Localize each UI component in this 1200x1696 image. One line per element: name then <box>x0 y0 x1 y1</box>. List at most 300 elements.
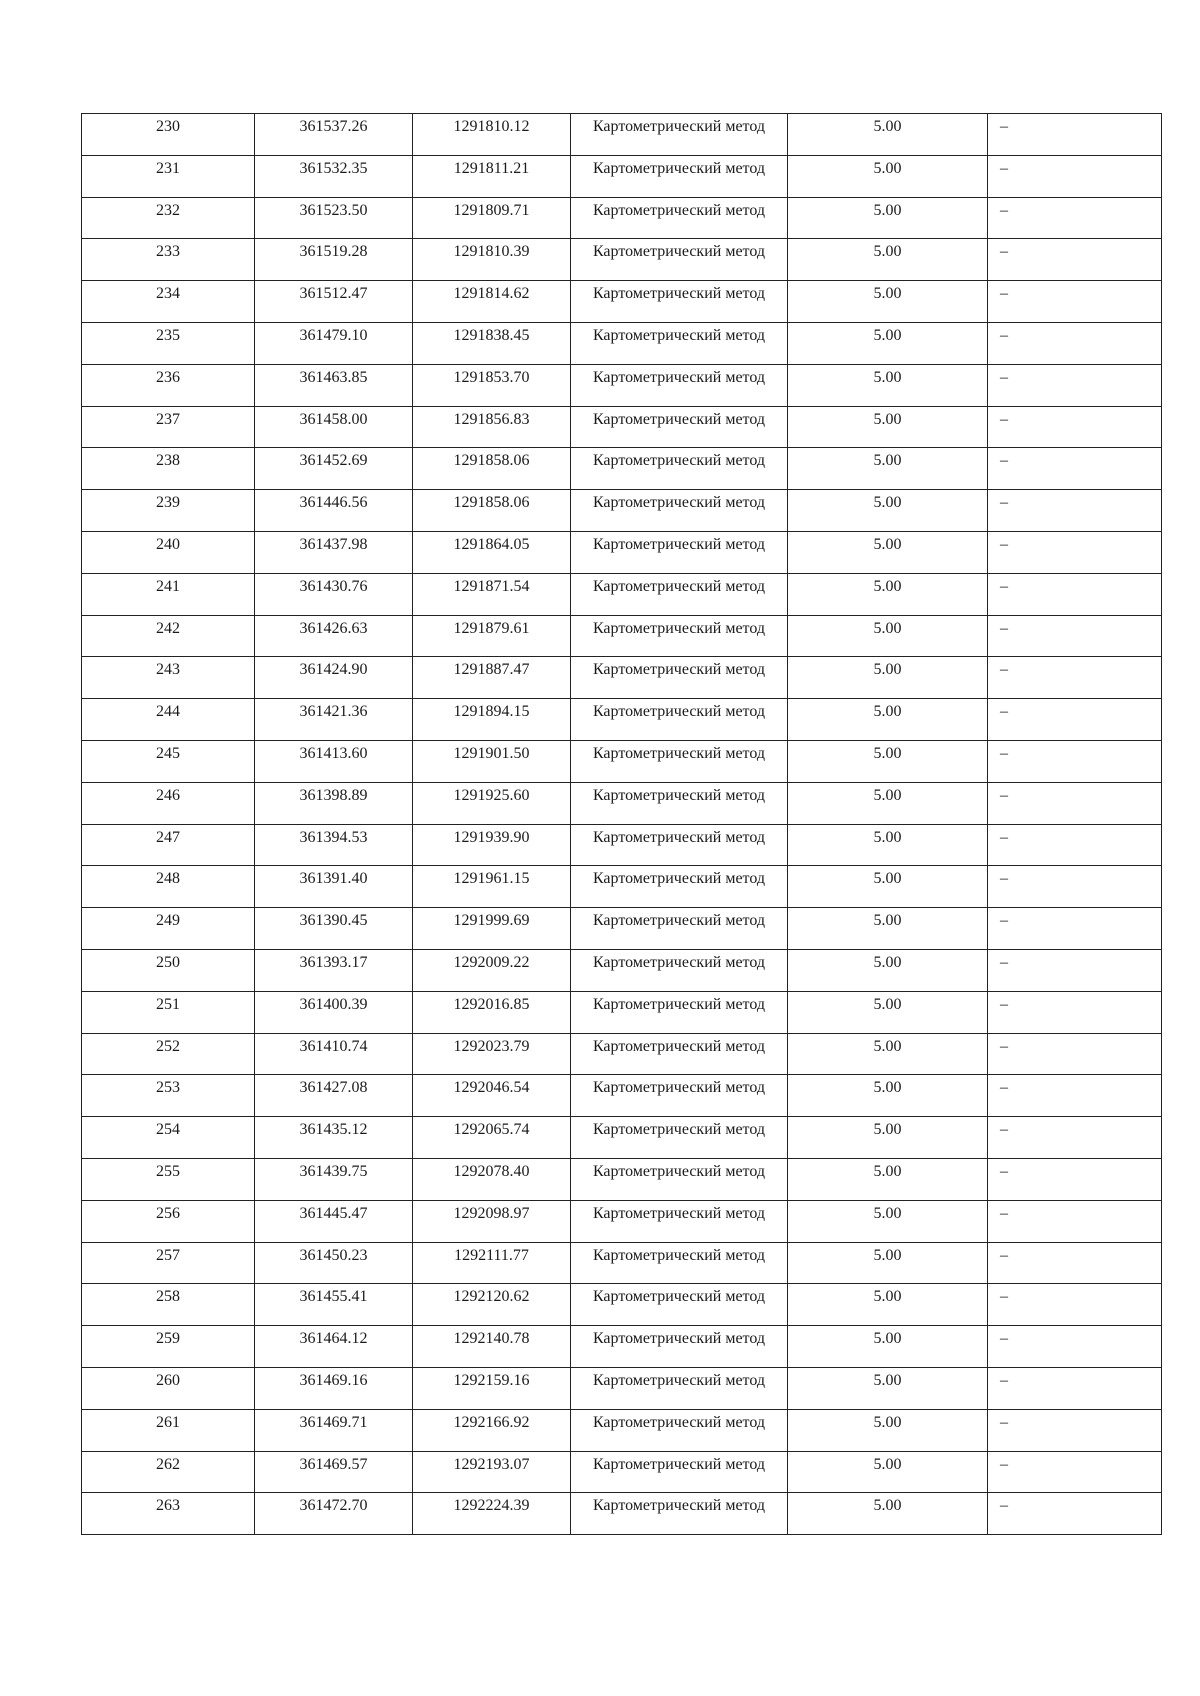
accuracy-cell-text: 5.00 <box>873 995 902 1013</box>
note-cell-text: – <box>1000 535 1008 553</box>
x-coordinate-cell-text: 361424.90 <box>299 661 368 679</box>
accuracy-cell-text: 5.00 <box>873 1288 902 1306</box>
y-coordinate-cell <box>413 1367 571 1409</box>
x-coordinate-cell <box>255 1033 413 1075</box>
table-row <box>82 322 1162 364</box>
y-coordinate-cell-text: 1292224.39 <box>453 1497 530 1515</box>
table-row <box>82 1409 1162 1451</box>
note-cell-text: – <box>1000 744 1008 762</box>
point-number-cell-text: 244 <box>156 703 180 721</box>
point-number-cell-text: 259 <box>156 1330 180 1348</box>
accuracy-cell <box>788 281 988 323</box>
point-number-cell-text: 246 <box>156 786 180 804</box>
x-coordinate-cell <box>255 1075 413 1117</box>
method-cell <box>571 1200 788 1242</box>
accuracy-cell <box>788 1326 988 1368</box>
note-cell-text: – <box>1000 619 1008 637</box>
x-coordinate-cell <box>255 531 413 573</box>
table-row <box>82 949 1162 991</box>
method-cell-text: Картометрический метод <box>592 1246 766 1264</box>
x-coordinate-cell <box>255 866 413 908</box>
note-cell-text: – <box>1000 703 1008 721</box>
note-cell <box>988 531 1162 573</box>
x-coordinate-cell <box>255 782 413 824</box>
point-number-cell <box>82 615 255 657</box>
y-coordinate-cell-text: 1292140.78 <box>453 1330 530 1348</box>
point-number-cell <box>82 197 255 239</box>
point-number-cell-text: 252 <box>156 1037 180 1055</box>
x-coordinate-cell-text: 361390.45 <box>299 912 368 930</box>
method-cell <box>571 155 788 197</box>
point-number-cell-text: 232 <box>156 201 180 219</box>
accuracy-cell-text: 5.00 <box>873 1371 902 1389</box>
y-coordinate-cell <box>413 615 571 657</box>
y-coordinate-cell-text: 1292078.40 <box>453 1162 530 1180</box>
accuracy-cell-text: 5.00 <box>873 368 902 386</box>
x-coordinate-cell <box>255 615 413 657</box>
accuracy-cell <box>788 1033 988 1075</box>
table-row <box>82 908 1162 950</box>
note-cell-text: – <box>1000 1330 1008 1348</box>
point-number-cell <box>82 281 255 323</box>
y-coordinate-cell-text: 1292046.54 <box>453 1079 530 1097</box>
note-cell-text: – <box>1000 243 1008 261</box>
note-cell <box>988 1158 1162 1200</box>
accuracy-cell <box>788 1242 988 1284</box>
table-row <box>82 1451 1162 1493</box>
point-number-cell <box>82 406 255 448</box>
table-row <box>82 740 1162 782</box>
table-row <box>82 406 1162 448</box>
x-coordinate-cell <box>255 155 413 197</box>
point-number-cell <box>82 1075 255 1117</box>
accuracy-cell-text: 5.00 <box>873 619 902 637</box>
coordinates-table-body <box>82 114 1162 1535</box>
method-cell-text: Картометрический метод <box>592 786 766 804</box>
method-cell-text: Картометрический метод <box>592 1413 766 1431</box>
note-cell-text: – <box>1000 1288 1008 1306</box>
method-cell <box>571 1409 788 1451</box>
accuracy-cell-text: 5.00 <box>873 494 902 512</box>
accuracy-cell <box>788 573 988 615</box>
method-cell <box>571 364 788 406</box>
note-cell-text: – <box>1000 1455 1008 1473</box>
y-coordinate-cell-text: 1291809.71 <box>453 201 530 219</box>
table-row <box>82 281 1162 323</box>
point-number-cell <box>82 1158 255 1200</box>
note-cell-text: – <box>1000 1162 1008 1180</box>
y-coordinate-cell <box>413 782 571 824</box>
note-cell <box>988 239 1162 281</box>
point-number-cell <box>82 1493 255 1535</box>
x-coordinate-cell-text: 361421.36 <box>299 703 368 721</box>
point-number-cell <box>82 114 255 156</box>
accuracy-cell-text: 5.00 <box>873 786 902 804</box>
y-coordinate-cell-text: 1292065.74 <box>453 1121 530 1139</box>
note-cell <box>988 490 1162 532</box>
note-cell <box>988 1117 1162 1159</box>
note-cell-text: – <box>1000 494 1008 512</box>
accuracy-cell-text: 5.00 <box>873 828 902 846</box>
accuracy-cell-text: 5.00 <box>873 703 902 721</box>
x-coordinate-cell-text: 361464.12 <box>299 1330 368 1348</box>
x-coordinate-cell-text: 361450.23 <box>299 1246 368 1264</box>
method-cell <box>571 1451 788 1493</box>
method-cell-text: Картометрический метод <box>592 118 766 135</box>
table-row <box>82 866 1162 908</box>
point-number-cell <box>82 1033 255 1075</box>
x-coordinate-cell-text: 361446.56 <box>299 494 368 512</box>
accuracy-cell <box>788 1075 988 1117</box>
note-cell-text: – <box>1000 326 1008 344</box>
accuracy-cell-text: 5.00 <box>873 577 902 595</box>
accuracy-cell <box>788 155 988 197</box>
note-cell <box>988 1075 1162 1117</box>
x-coordinate-cell <box>255 991 413 1033</box>
point-number-cell-text: 263 <box>156 1497 180 1515</box>
y-coordinate-cell <box>413 824 571 866</box>
table-row <box>82 782 1162 824</box>
point-number-cell-text: 262 <box>156 1455 180 1473</box>
x-coordinate-cell <box>255 114 413 156</box>
point-number-cell <box>82 1200 255 1242</box>
method-cell-text: Картометрический метод <box>592 535 766 553</box>
method-cell-text: Картометрический метод <box>592 619 766 637</box>
x-coordinate-cell-text: 361437.98 <box>299 535 368 553</box>
note-cell <box>988 1033 1162 1075</box>
y-coordinate-cell <box>413 866 571 908</box>
y-coordinate-cell <box>413 1409 571 1451</box>
table-row <box>82 197 1162 239</box>
note-cell-text: – <box>1000 1121 1008 1139</box>
x-coordinate-cell <box>255 1242 413 1284</box>
y-coordinate-cell-text: 1292016.85 <box>453 995 530 1013</box>
point-number-cell <box>82 155 255 197</box>
note-cell <box>988 949 1162 991</box>
accuracy-cell <box>788 657 988 699</box>
point-number-cell <box>82 573 255 615</box>
accuracy-cell <box>788 615 988 657</box>
point-number-cell <box>82 782 255 824</box>
point-number-cell-text: 253 <box>156 1079 180 1097</box>
note-cell <box>988 1451 1162 1493</box>
y-coordinate-cell <box>413 1033 571 1075</box>
method-cell <box>571 573 788 615</box>
point-number-cell <box>82 1409 255 1451</box>
table-row <box>82 699 1162 741</box>
table-row <box>82 1075 1162 1117</box>
method-cell-text: Картометрический метод <box>592 1037 766 1055</box>
x-coordinate-cell <box>255 322 413 364</box>
x-coordinate-cell-text: 361479.10 <box>299 326 368 344</box>
table-row <box>82 531 1162 573</box>
x-coordinate-cell <box>255 1451 413 1493</box>
point-number-cell <box>82 657 255 699</box>
y-coordinate-cell-text: 1291856.83 <box>453 410 530 428</box>
note-cell <box>988 740 1162 782</box>
point-number-cell <box>82 1326 255 1368</box>
note-cell <box>988 322 1162 364</box>
x-coordinate-cell-text: 361400.39 <box>299 995 368 1013</box>
x-coordinate-cell-text: 361452.69 <box>299 452 368 470</box>
method-cell-text: Картометрический метод <box>592 912 766 930</box>
y-coordinate-cell-text: 1291853.70 <box>453 368 530 386</box>
x-coordinate-cell-text: 361398.89 <box>299 786 368 804</box>
x-coordinate-cell <box>255 1409 413 1451</box>
x-coordinate-cell-text: 361519.28 <box>299 243 368 261</box>
method-cell <box>571 490 788 532</box>
y-coordinate-cell <box>413 1158 571 1200</box>
accuracy-cell <box>788 1200 988 1242</box>
method-cell-text: Картометрический метод <box>592 577 766 595</box>
x-coordinate-cell-text: 361427.08 <box>299 1079 368 1097</box>
accuracy-cell-text: 5.00 <box>873 1121 902 1139</box>
y-coordinate-cell <box>413 364 571 406</box>
accuracy-cell-text: 5.00 <box>873 1079 902 1097</box>
x-coordinate-cell <box>255 490 413 532</box>
method-cell-text: Картометрический метод <box>592 368 766 386</box>
accuracy-cell-text: 5.00 <box>873 870 902 888</box>
point-number-cell-text: 237 <box>156 410 180 428</box>
note-cell <box>988 573 1162 615</box>
method-cell <box>571 114 788 156</box>
y-coordinate-cell-text: 1291939.90 <box>453 828 530 846</box>
note-cell <box>988 1493 1162 1535</box>
accuracy-cell-text: 5.00 <box>873 285 902 303</box>
note-cell-text: – <box>1000 1246 1008 1264</box>
point-number-cell-text: 230 <box>156 118 180 135</box>
x-coordinate-cell-text: 361537.26 <box>299 118 368 135</box>
point-number-cell <box>82 239 255 281</box>
note-cell-text: – <box>1000 410 1008 428</box>
method-cell <box>571 322 788 364</box>
table-row <box>82 114 1162 156</box>
accuracy-cell-text: 5.00 <box>873 953 902 971</box>
x-coordinate-cell-text: 361439.75 <box>299 1162 368 1180</box>
accuracy-cell <box>788 824 988 866</box>
table-row <box>82 1200 1162 1242</box>
accuracy-cell <box>788 908 988 950</box>
x-coordinate-cell <box>255 448 413 490</box>
note-cell <box>988 1326 1162 1368</box>
table-row <box>82 824 1162 866</box>
note-cell <box>988 155 1162 197</box>
point-number-cell <box>82 364 255 406</box>
point-number-cell <box>82 699 255 741</box>
y-coordinate-cell-text: 1291901.50 <box>453 744 530 762</box>
method-cell-text: Картометрический метод <box>592 285 766 303</box>
note-cell <box>988 1284 1162 1326</box>
method-cell <box>571 824 788 866</box>
table-row <box>82 1367 1162 1409</box>
y-coordinate-cell <box>413 322 571 364</box>
x-coordinate-cell-text: 361469.16 <box>299 1371 368 1389</box>
x-coordinate-cell-text: 361426.63 <box>299 619 368 637</box>
y-coordinate-cell <box>413 949 571 991</box>
point-number-cell-text: 233 <box>156 243 180 261</box>
table-row <box>82 364 1162 406</box>
y-coordinate-cell <box>413 155 571 197</box>
y-coordinate-cell <box>413 1451 571 1493</box>
method-cell-text: Картометрический метод <box>592 828 766 846</box>
note-cell <box>988 657 1162 699</box>
point-number-cell <box>82 448 255 490</box>
point-number-cell-text: 247 <box>156 828 180 846</box>
accuracy-cell <box>788 782 988 824</box>
accuracy-cell <box>788 197 988 239</box>
point-number-cell-text: 239 <box>156 494 180 512</box>
method-cell <box>571 406 788 448</box>
accuracy-cell-text: 5.00 <box>873 1204 902 1222</box>
table-row <box>82 1326 1162 1368</box>
y-coordinate-cell <box>413 1493 571 1535</box>
x-coordinate-cell <box>255 1117 413 1159</box>
note-cell-text: – <box>1000 661 1008 679</box>
point-number-cell <box>82 531 255 573</box>
y-coordinate-cell <box>413 448 571 490</box>
accuracy-cell <box>788 490 988 532</box>
x-coordinate-cell <box>255 1200 413 1242</box>
method-cell <box>571 1326 788 1368</box>
method-cell-text: Картометрический метод <box>592 1162 766 1180</box>
accuracy-cell-text: 5.00 <box>873 912 902 930</box>
accuracy-cell <box>788 114 988 156</box>
x-coordinate-cell-text: 361435.12 <box>299 1121 368 1139</box>
method-cell <box>571 740 788 782</box>
method-cell <box>571 1367 788 1409</box>
y-coordinate-cell-text: 1291858.06 <box>453 494 530 512</box>
method-cell-text: Картометрический метод <box>592 1497 766 1515</box>
accuracy-cell <box>788 1158 988 1200</box>
x-coordinate-cell <box>255 908 413 950</box>
point-number-cell <box>82 1117 255 1159</box>
point-number-cell-text: 260 <box>156 1371 180 1389</box>
accuracy-cell <box>788 406 988 448</box>
accuracy-cell-text: 5.00 <box>873 1497 902 1515</box>
method-cell-text: Картометрический метод <box>592 1204 766 1222</box>
y-coordinate-cell <box>413 740 571 782</box>
point-number-cell-text: 255 <box>156 1162 180 1180</box>
y-coordinate-cell-text: 1291871.54 <box>453 577 530 595</box>
point-number-cell <box>82 740 255 782</box>
x-coordinate-cell-text: 361393.17 <box>299 953 368 971</box>
y-coordinate-cell-text: 1291961.15 <box>453 870 530 888</box>
accuracy-cell <box>788 1117 988 1159</box>
method-cell <box>571 699 788 741</box>
method-cell <box>571 657 788 699</box>
point-number-cell <box>82 949 255 991</box>
note-cell <box>988 615 1162 657</box>
y-coordinate-cell-text: 1291879.61 <box>453 619 530 637</box>
method-cell-text: Картометрический метод <box>592 870 766 888</box>
x-coordinate-cell-text: 361410.74 <box>299 1037 368 1055</box>
method-cell <box>571 1033 788 1075</box>
point-number-cell-text: 236 <box>156 368 180 386</box>
method-cell-text: Картометрический метод <box>592 1455 766 1473</box>
table-row <box>82 239 1162 281</box>
table-row <box>82 448 1162 490</box>
x-coordinate-cell <box>255 1367 413 1409</box>
y-coordinate-cell <box>413 1075 571 1117</box>
point-number-cell-text: 248 <box>156 870 180 888</box>
accuracy-cell-text: 5.00 <box>873 243 902 261</box>
accuracy-cell <box>788 699 988 741</box>
note-cell-text: – <box>1000 368 1008 386</box>
y-coordinate-cell-text: 1291810.12 <box>453 118 530 135</box>
note-cell-text: – <box>1000 828 1008 846</box>
y-coordinate-cell <box>413 114 571 156</box>
y-coordinate-cell-text: 1292120.62 <box>453 1288 530 1306</box>
table-row <box>82 490 1162 532</box>
x-coordinate-cell-text: 361512.47 <box>299 285 368 303</box>
note-cell <box>988 699 1162 741</box>
x-coordinate-cell-text: 361413.60 <box>299 744 368 762</box>
accuracy-cell-text: 5.00 <box>873 1162 902 1180</box>
note-cell-text: – <box>1000 118 1008 135</box>
point-number-cell <box>82 1242 255 1284</box>
y-coordinate-cell-text: 1292111.77 <box>454 1246 529 1264</box>
accuracy-cell-text: 5.00 <box>873 326 902 344</box>
note-cell <box>988 991 1162 1033</box>
note-cell <box>988 281 1162 323</box>
y-coordinate-cell-text: 1291810.39 <box>453 243 530 261</box>
y-coordinate-cell-text: 1292098.97 <box>453 1204 530 1222</box>
y-coordinate-cell-text: 1291838.45 <box>453 326 530 344</box>
note-cell-text: – <box>1000 786 1008 804</box>
y-coordinate-cell <box>413 908 571 950</box>
accuracy-cell <box>788 322 988 364</box>
note-cell <box>988 824 1162 866</box>
point-number-cell-text: 241 <box>156 577 180 595</box>
note-cell-text: – <box>1000 870 1008 888</box>
y-coordinate-cell <box>413 490 571 532</box>
note-cell-text: – <box>1000 1079 1008 1097</box>
method-cell <box>571 991 788 1033</box>
accuracy-cell <box>788 740 988 782</box>
x-coordinate-cell <box>255 1326 413 1368</box>
method-cell <box>571 1493 788 1535</box>
method-cell-text: Картометрический метод <box>592 159 766 177</box>
x-coordinate-cell <box>255 949 413 991</box>
method-cell-text: Картометрический метод <box>592 452 766 470</box>
method-cell <box>571 239 788 281</box>
point-number-cell-text: 256 <box>156 1204 180 1222</box>
accuracy-cell <box>788 448 988 490</box>
y-coordinate-cell <box>413 1326 571 1368</box>
table-row <box>82 1117 1162 1159</box>
y-coordinate-cell-text: 1291999.69 <box>453 912 530 930</box>
note-cell-text: – <box>1000 201 1008 219</box>
method-cell-text: Картометрический метод <box>592 995 766 1013</box>
accuracy-cell <box>788 949 988 991</box>
accuracy-cell-text: 5.00 <box>873 159 902 177</box>
y-coordinate-cell <box>413 197 571 239</box>
accuracy-cell-text: 5.00 <box>873 1037 902 1055</box>
y-coordinate-cell <box>413 699 571 741</box>
point-number-cell-text: 261 <box>156 1413 180 1431</box>
x-coordinate-cell-text: 361430.76 <box>299 577 368 595</box>
y-coordinate-cell <box>413 281 571 323</box>
method-cell <box>571 281 788 323</box>
note-cell-text: – <box>1000 1371 1008 1389</box>
point-number-cell <box>82 1451 255 1493</box>
table-row <box>82 1242 1162 1284</box>
y-coordinate-cell-text: 1292023.79 <box>453 1037 530 1055</box>
table-row <box>82 155 1162 197</box>
accuracy-cell-text: 5.00 <box>873 452 902 470</box>
x-coordinate-cell <box>255 364 413 406</box>
y-coordinate-cell <box>413 1117 571 1159</box>
